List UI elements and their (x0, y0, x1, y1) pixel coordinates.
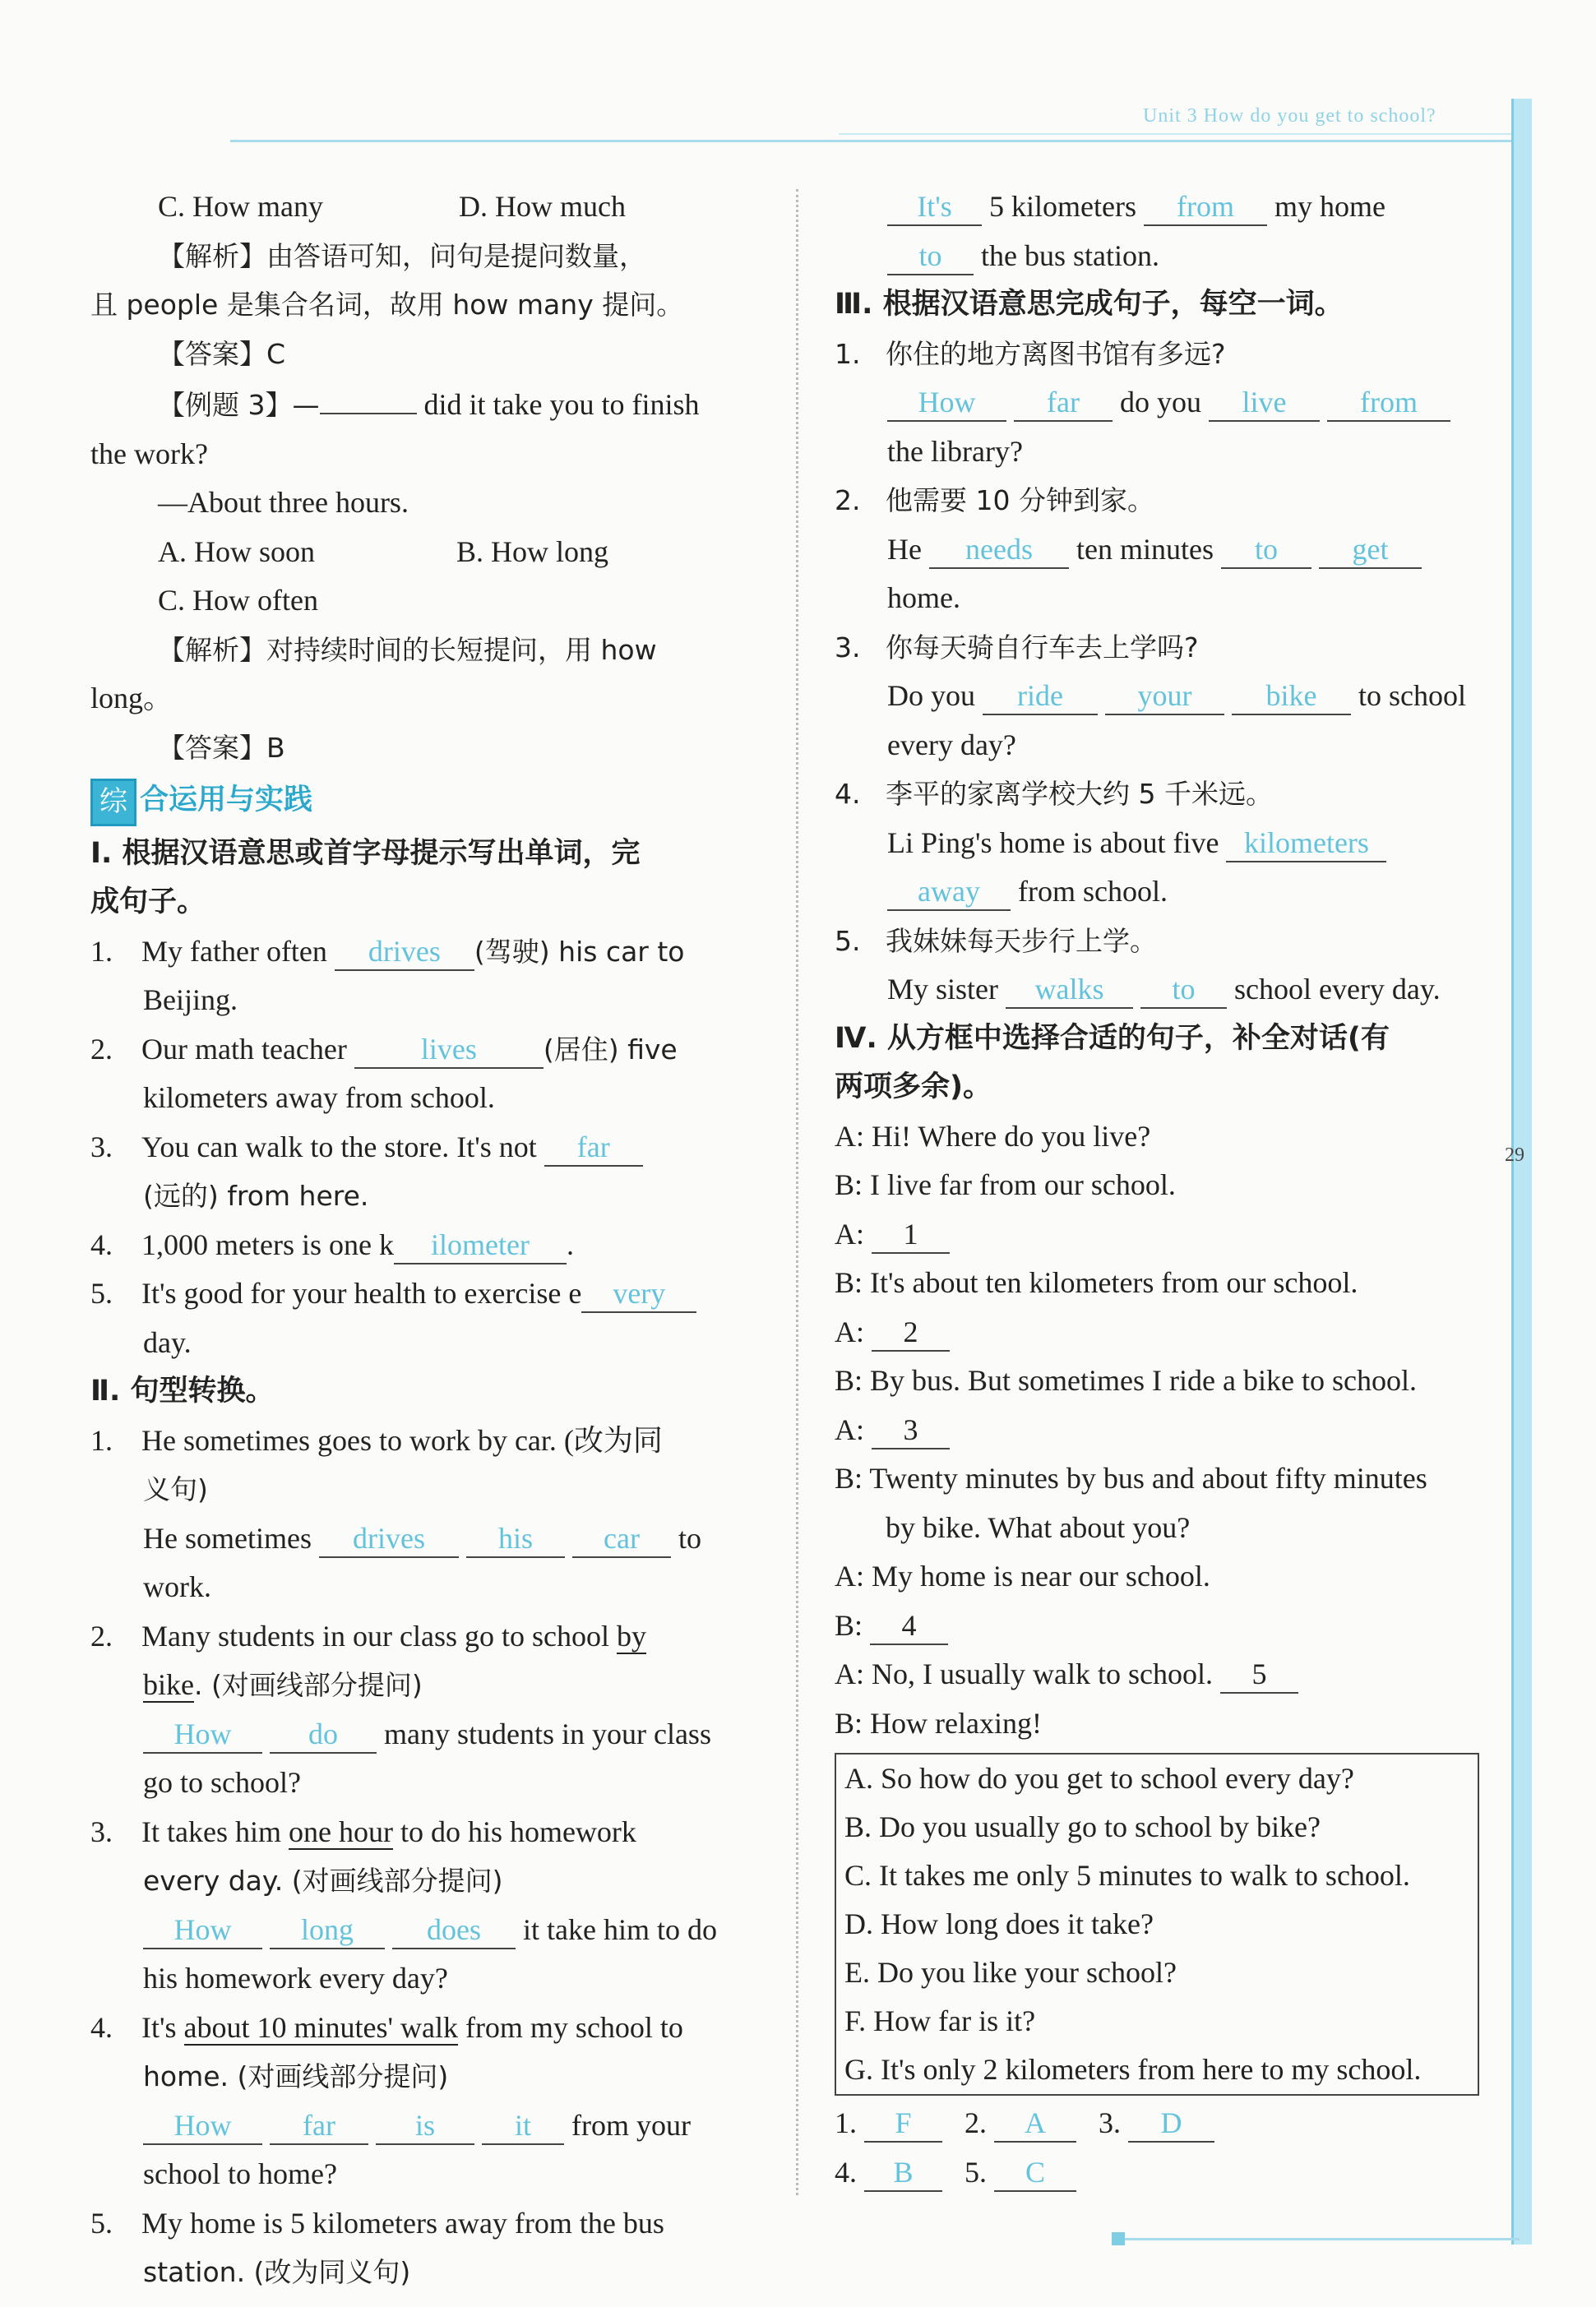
answer-blank: B (864, 2156, 942, 2192)
answer-blank: from (1327, 386, 1450, 422)
exercise-item (90, 1417, 756, 1466)
dialogue-line: A: Hi! Where do you live? (835, 1119, 1151, 1153)
text: many students in your class (384, 1717, 711, 1750)
text: kilometers away from school. (143, 1081, 495, 1115)
option-item: F. How far is it? (844, 2004, 1036, 2037)
answer-line (835, 965, 1492, 1015)
answer-line (835, 232, 1492, 281)
text-line (90, 1661, 756, 1710)
right-column (835, 183, 1492, 2197)
exercise-item (90, 1612, 756, 1662)
text: 1,000 meters is one k (141, 1227, 394, 1261)
answer-line (835, 672, 1492, 721)
text: Many students in our class go to school (141, 1619, 609, 1653)
part-title: Ⅳ. 从方框中选择合适的句子，补全对话(有 (835, 1021, 1390, 1055)
answer-line (835, 525, 1492, 575)
answer-blank: live (1209, 386, 1320, 422)
text: the library? (887, 434, 1023, 468)
answer-blank: How (143, 1913, 262, 1949)
text: 你每天骑自行车去上学吗? (886, 631, 1199, 663)
dialogue-line (835, 1210, 1492, 1260)
text: . (对画线部分提问) (193, 1669, 423, 1702)
item-number: 4. (835, 2155, 857, 2189)
answer-line: 【答案】C (158, 337, 286, 370)
answer-blank: It's (887, 190, 982, 226)
item-number: 3. (835, 631, 861, 663)
option-item: D. How long does it take? (844, 1907, 1154, 1940)
answer-blank: bike (1232, 679, 1351, 715)
option-c: C. How many (158, 190, 323, 223)
text: A: No, I usually walk to school. (835, 1657, 1213, 1690)
speaker: B: (835, 1608, 863, 1642)
option-item: C. It takes me only 5 minutes to walk to school. (844, 1859, 1410, 1892)
text: . (566, 1227, 574, 1261)
option-a: A. How soon (158, 534, 316, 568)
underlined-text: about 10 minutes' walk (183, 2010, 458, 2044)
option-item: G. It's only 2 kilometers from here to my school. (844, 2053, 1422, 2086)
section-icon: 综 (90, 779, 136, 826)
text: He (887, 532, 922, 566)
option-c: C. How often (158, 584, 318, 617)
answer-blank: drives (319, 1522, 459, 1558)
exercise-item (90, 1221, 756, 1270)
text: my home (1274, 190, 1386, 223)
dialogue-blank: 1 (872, 1218, 950, 1254)
item-number: 5. (965, 2155, 987, 2189)
footer-square (1112, 2232, 1125, 2245)
answer-blank: does (392, 1913, 516, 1949)
item-number: 5. (835, 924, 861, 957)
dialogue-line (835, 1308, 1492, 1357)
answer-blank: do (270, 1718, 377, 1754)
answer-blank: How (887, 386, 1006, 422)
page-edge-band (1511, 99, 1532, 2245)
blank (320, 378, 417, 414)
item-number: 2. (965, 2106, 987, 2139)
part-title: Ⅲ. 根据汉语意思完成句子，每空一词。 (835, 288, 1344, 321)
question-text: the work? (90, 437, 208, 470)
dialogue-blank: 2 (872, 1315, 950, 1352)
analysis-line: long。 (90, 682, 173, 714)
analysis-line: 【解析】对持续时间的长短提问，用 how (158, 633, 657, 666)
option-item: E. Do you like your school? (844, 1956, 1177, 1989)
text: to school (1358, 679, 1466, 712)
dialogue-line: B: How relaxing! (835, 1706, 1042, 1740)
item-number: 3. (1099, 2106, 1121, 2139)
answer-line (90, 1710, 756, 1759)
item-number: 2. (90, 1619, 113, 1653)
text: 你住的地方离图书馆有多远? (886, 337, 1226, 370)
exercise-item (90, 2004, 756, 2053)
speaker: A: (835, 1217, 864, 1251)
text: My sister (887, 973, 998, 1006)
example-question (90, 378, 756, 430)
text: (居住) five (543, 1033, 678, 1066)
dialogue-blank: 5 (1220, 1657, 1298, 1694)
part-title: Ⅰ. 根据汉语意思或首字母提示写出单词，完 (90, 836, 641, 870)
text: it take him to do (523, 1912, 717, 1946)
text: to (678, 1521, 701, 1555)
item-number: 1. (90, 934, 113, 968)
dialogue-blank: 4 (870, 1609, 948, 1645)
answer-blank: ride (983, 679, 1098, 715)
exercise-item (835, 917, 1492, 966)
exercise-item (90, 1025, 756, 1075)
text: home. (对画线部分提问) (143, 2060, 449, 2093)
answer-line: 【答案】B (158, 731, 285, 764)
text: day. (143, 1325, 192, 1359)
answer-blank: drives (335, 935, 474, 971)
answer-line (835, 819, 1492, 868)
answer-blank: to (1221, 533, 1311, 569)
item-number: 1. (835, 337, 861, 370)
answer-line (90, 1514, 756, 1564)
text: 我妹妹每天步行上学。 (886, 924, 1157, 957)
answer-blank: very (581, 1277, 696, 1313)
item-number: 1. (90, 1423, 113, 1457)
answer-blank: to (887, 239, 974, 275)
option-b: B. How long (456, 534, 609, 568)
text: do you (1120, 386, 1201, 418)
answer-line (835, 183, 1492, 232)
dialogue-line: by bike. What about you? (886, 1510, 1191, 1544)
item-number: 4. (835, 778, 861, 810)
section-title: 合运用与实践 (140, 784, 313, 816)
answer-blank: from (1144, 190, 1267, 226)
running-header: Unit 3 How do you get to school? (1143, 105, 1436, 127)
item-number: 4. (90, 2010, 113, 2044)
text: the bus station. (981, 238, 1159, 272)
option-item: B. Do you usually go to school by bike? (844, 1810, 1321, 1843)
exercise-item (90, 1123, 756, 1172)
answer-blank: his (466, 1522, 565, 1558)
answer-blank: far (270, 2109, 368, 2145)
item-number: 5. (90, 1277, 113, 1311)
text: station. (改为同义句) (143, 2256, 411, 2289)
answer-line (835, 378, 1492, 428)
text: from school. (1018, 875, 1168, 908)
text: It's good for your health to exercise e (141, 1277, 582, 1311)
header-rule-thin (839, 133, 1513, 135)
dialogue-line (835, 1650, 1492, 1699)
answer-line (90, 1906, 756, 1955)
exercise-item (835, 476, 1492, 525)
underlined-text: bike (143, 1668, 194, 1702)
answer-blank: car (572, 1522, 671, 1558)
option-line (90, 528, 756, 577)
text: Our math teacher (141, 1032, 347, 1066)
option-d: D. How much (459, 190, 626, 223)
item-number: 1. (835, 2106, 857, 2139)
text: 他需要 10 分钟到家。 (886, 484, 1154, 516)
answer-blank: long (270, 1913, 385, 1949)
text: (远的) from here. (143, 1180, 369, 1213)
item-number: 5. (90, 2206, 113, 2240)
text: to do his homework (400, 1815, 636, 1848)
text: 李平的家离学校大约 5 千米远。 (886, 778, 1273, 810)
column-divider (796, 189, 798, 2195)
text: school to home? (143, 2157, 337, 2191)
exercise-item (835, 623, 1492, 673)
answer-blank: D (1128, 2106, 1214, 2143)
answer-key-line (835, 2148, 1492, 2198)
question-text: did it take you to finish (416, 388, 700, 421)
exercise-item (90, 1808, 756, 1857)
answer-blank: it (482, 2109, 564, 2145)
answer-blank: needs (929, 533, 1069, 569)
answer-blank: your (1105, 679, 1224, 715)
page-number: 29 (1505, 1144, 1524, 1166)
answer-blank: lives (354, 1033, 544, 1069)
text: work. (143, 1570, 211, 1604)
text: Do you (887, 679, 975, 712)
dialogue-line (835, 1602, 1492, 1651)
dialogue-line (835, 1406, 1492, 1455)
text: from your (571, 2108, 691, 2142)
answer-blank: far (1014, 386, 1113, 422)
text: every day? (887, 728, 1016, 761)
text: He sometimes goes to work by car. (改为同 (141, 1423, 663, 1457)
answer-blank: walks (1006, 973, 1133, 1009)
answer-blank: is (376, 2109, 474, 2145)
answer-blank: kilometers (1226, 826, 1386, 862)
dialogue-line: A: My home is near our school. (835, 1560, 1210, 1593)
underlined-text: by (616, 1619, 646, 1653)
answer-blank: C (994, 2156, 1076, 2192)
part-title: 两项多余)。 (835, 1070, 992, 1103)
item-number: 3. (90, 1130, 113, 1163)
answer-line (90, 2101, 756, 2151)
exercise-item (90, 1269, 756, 1319)
dialogue-line: B: It's about ten kilometers from our school. (835, 1266, 1358, 1299)
exercise-item (90, 927, 756, 977)
text: 义句) (143, 1473, 208, 1506)
speaker: A: (835, 1315, 864, 1348)
text: every day. (对画线部分提问) (143, 1865, 503, 1898)
answer-blank: How (143, 1718, 262, 1754)
answer-blank: ilometer (394, 1228, 567, 1264)
item-number: 4. (90, 1227, 113, 1261)
exercise-item (835, 330, 1492, 379)
dialogue-line: B: I live far from our school. (835, 1168, 1176, 1201)
exercise-item (835, 770, 1492, 819)
text: from my school to (465, 2010, 683, 2044)
text: He sometimes (143, 1521, 312, 1555)
answer-blank: far (544, 1130, 643, 1167)
text: Li Ping's home is about five (887, 825, 1219, 859)
text: home. (887, 581, 960, 614)
answer-key-line (835, 2099, 1492, 2148)
item-number: 3. (90, 1815, 113, 1848)
header-rule (230, 140, 1513, 142)
text: My father often (141, 934, 327, 968)
speaker: A: (835, 1412, 864, 1446)
text: It's (141, 2010, 177, 2044)
analysis-line: 且 people 是集合名词，故用 how many 提问。 (90, 289, 684, 321)
exercise-item (90, 2199, 756, 2249)
text: It takes him (141, 1815, 281, 1848)
section-heading (90, 775, 756, 826)
part-title: Ⅱ. 句型转换。 (90, 1375, 275, 1408)
answer-blank: F (864, 2106, 942, 2143)
option-item: A. So how do you get to school every day? (844, 1762, 1354, 1795)
part-title: 成句子。 (90, 885, 206, 919)
options-box (835, 1753, 1479, 2096)
footer-rule (1125, 2238, 1520, 2240)
answer-blank: get (1319, 533, 1422, 569)
text: (驾驶) his car to (474, 935, 685, 968)
reply-text: —About three hours. (158, 486, 409, 519)
text: You can walk to the store. It's not (141, 1130, 537, 1163)
underlined-text: one hour (288, 1815, 393, 1848)
text: go to school? (143, 1766, 301, 1800)
text: school every day. (1234, 973, 1441, 1006)
text: his homework every day? (143, 1962, 448, 1995)
left-column (90, 183, 756, 2297)
example-label: 【例题 3】— (158, 389, 320, 421)
dialogue-line: B: Twenty minutes by bus and about fifty minutes (835, 1462, 1427, 1495)
answer-blank: How (143, 2109, 262, 2145)
item-number: 2. (835, 484, 861, 516)
analysis-line: 【解析】由答语可知，问句是提问数量， (158, 239, 646, 272)
answer-blank: to (1140, 973, 1227, 1009)
answer-blank: away (887, 875, 1011, 911)
text: 5 kilometers (989, 190, 1136, 223)
answer-blank: A (994, 2106, 1076, 2143)
answer-line (835, 867, 1492, 917)
text: My home is 5 kilometers away from the bus (141, 2206, 664, 2240)
dialogue-line: B: By bus. But sometimes I ride a bike to school. (835, 1364, 1417, 1397)
option-line (90, 183, 756, 232)
dialogue-blank: 3 (872, 1413, 950, 1449)
text: ten minutes (1076, 532, 1214, 566)
text: Beijing. (143, 983, 238, 1017)
item-number: 2. (90, 1032, 113, 1066)
